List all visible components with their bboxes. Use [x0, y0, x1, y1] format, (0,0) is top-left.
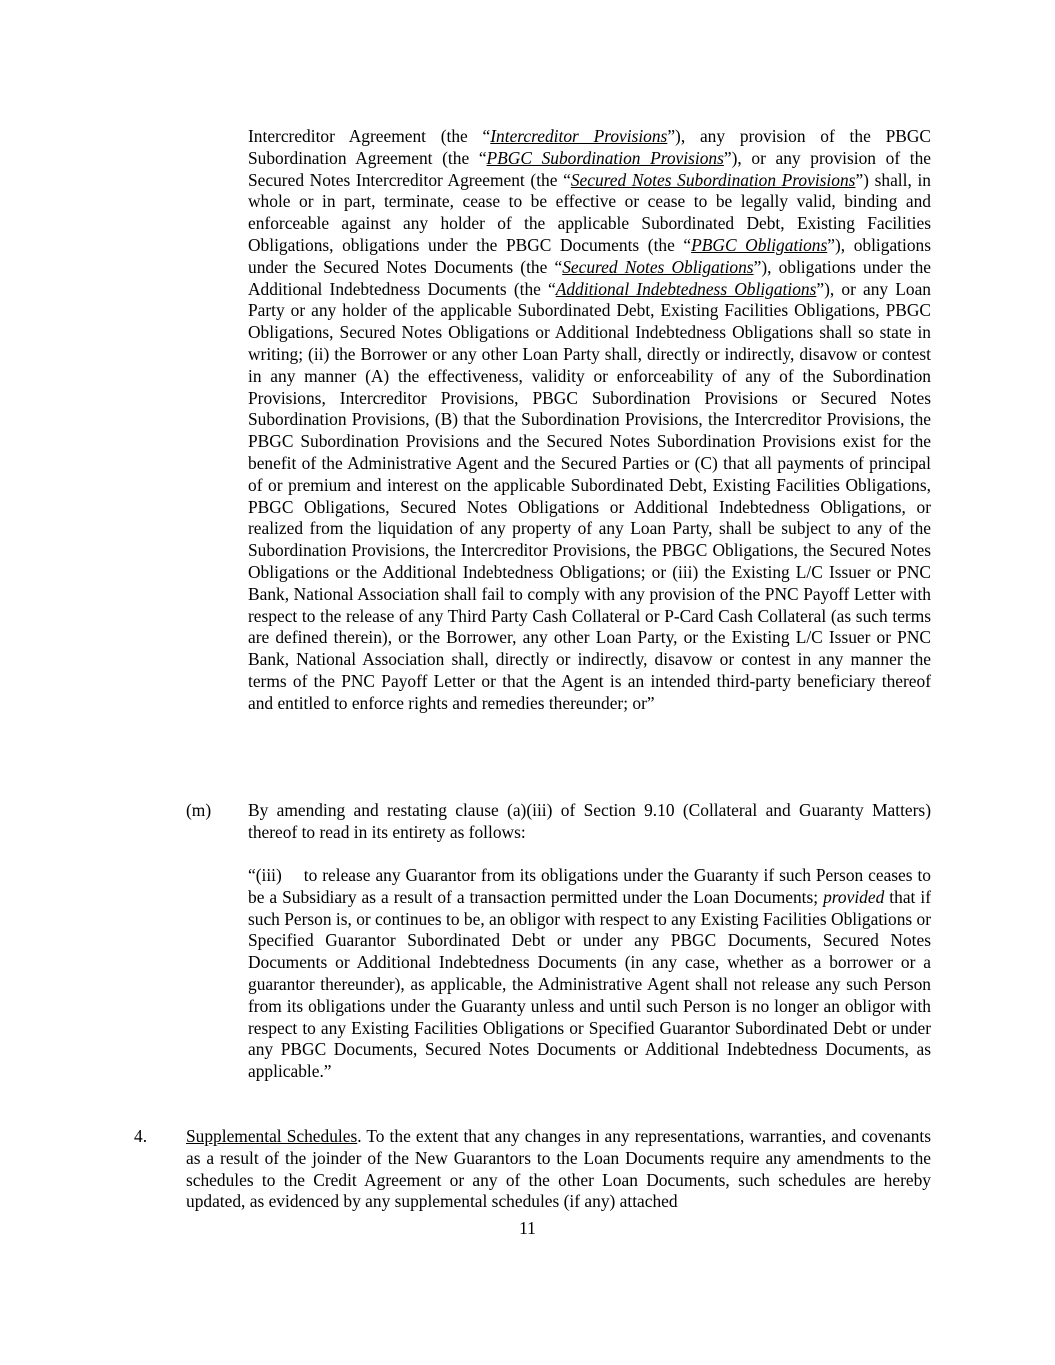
text-run: . To the extent that any changes in any representations, warranties, and covenants as a result of the joinder of the New Guarantors to the Loan Documents require any amendments to the schedules to the Credit Agreement or any of the other Loan Documents, such schedules are hereby updated, as evidenced by any supplemental schedules (if any) attached: [186, 1126, 931, 1212]
text-run: ”) shall, in whole or in part, terminate, cease to be effective or cease to be legally valid, binding and enforceable against any holder of the applicable Subordinated Debt, Existing Facilities Obligations, obligations under the PBGC Documents (the “: [248, 169, 931, 255]
text-run: ”), obligations under the Additional Indebtedness Documents (the “: [248, 256, 931, 299]
clause-iii-label: “(iii): [248, 865, 282, 885]
text-run: ”), obligations under the Secured Notes Documents (the “: [248, 234, 931, 277]
clause-m-text: By amending and restating clause (a)(iii) of Section 9.10 (Collateral and Guaranty Matters) thereof to read in its entirety as follows:: [248, 800, 931, 842]
defined-term-secured-notes-subordination-provisions: Secured Notes Subordination Provisions: [570, 169, 856, 190]
text-run: ”), or any provision of the Secured Notes Intercreditor Agreement (the “: [248, 147, 931, 190]
clause-m-label: (m): [186, 800, 212, 820]
section-4-number: 4.: [134, 1126, 148, 1146]
text-run: ”), any provision of the PBGC Subordination Agreement (the “: [248, 126, 931, 168]
quoted-clause-iii: [248, 865, 931, 1083]
text-run: that if such Person is, or continues to be, an obligor with respect to any Existing Facilities Obligations or Specified Guarantor Subordinated Debt or under any PBGC Documents, Secured Notes Documents or Additional Indebtedness Documents (in any case, whether as a borrower or a guarantor thereunder), as applicable, the Administrative Agent shall not release any such Person from its obligations under the Guaranty unless and until such Person is no longer an obligor with respect to any Existing Facilities Obligations or Specified Guarantor Subordinated Debt or under any PBGC Documents, Secured Notes Documents or Additional Indebtedness Documents, as applicable.”: [248, 886, 931, 1082]
text-run: ”), or any Loan Party or any holder of the applicable Subordinated Debt, Existing Facilities Obligations, PBGC Obligations, Secured Notes Obligations or Additional Indebtedness Obligations shall so state in writing; (ii) the Borrower or any other Loan Party shall, directly or indirectly, disavow or contest in any manner (A) the effectiveness, validity or enforceability of any of the Subordination Provisions, Intercreditor Provisions, PBGC Subordination Provisions or Secured Notes Subordination Provisions, (B) that the Subordination Provisions, the Intercreditor Provisions, the PBGC Subordination Provisions and the Secured Notes Subordination Provisions exist for the benefit of the Administrative Agent and the Secured Parties or (C) that all payments of principal of or premium and interest on the applicable Subordinated Debt, Existing Facilities Obligations, PBGC Obligations, Secured Notes Obligations or Additional Indebtedness Obligations, or realized from the liquidation of any property of any Loan Party, shall be subject to any of the Subordination Provisions, the Intercreditor Provisions, the PBGC Obligations, the Secured Notes Obligations or the Additional Indebtedness Obligations; or (iii) the Existing L/C Issuer or PNC Bank, National Association shall fail to comply with any provision of the PNC Payoff Letter with respect to the release of any Third Party Cash Collateral or P-Card Cash Collateral (as such terms are defined therein), or the Borrower, any other Loan Party, or the Existing L/C Issuer or PNC Bank, National Association shall, directly or indirectly, disavow or contest in any manner the terms of the PNC Payoff Letter or that the Agent is an intended third-party beneficiary thereof and entitled to enforce rights and remedies thereunder; or”: [248, 278, 931, 713]
provided-italic: provided: [823, 886, 885, 907]
defined-term-intercreditor-provisions: Intercreditor Provisions: [490, 126, 668, 146]
defined-term-additional-indebtedness-obligations: Additional Indebtedness Obligations: [555, 278, 817, 299]
defined-term-pbgc-subordination-provisions: PBGC Subordination Provisions: [486, 147, 724, 168]
section-4-paragraph: [186, 1126, 931, 1213]
defined-term-secured-notes-obligations: Secured Notes Obligations: [562, 256, 754, 277]
section-4-heading: Supplemental Schedules: [186, 1126, 358, 1146]
defined-term-pbgc-obligations: PBGC Obligations: [691, 234, 828, 255]
text-run: to release any Guarantor from its obligations under the Guaranty if such Person ceases to be a Subsidiary as a result of a transaction permitted under the Loan Documents;: [248, 865, 931, 907]
text-run: Intercreditor Agreement (the “: [248, 126, 491, 146]
continued-paragraph: [248, 126, 931, 715]
page-number: 11: [519, 1218, 536, 1238]
